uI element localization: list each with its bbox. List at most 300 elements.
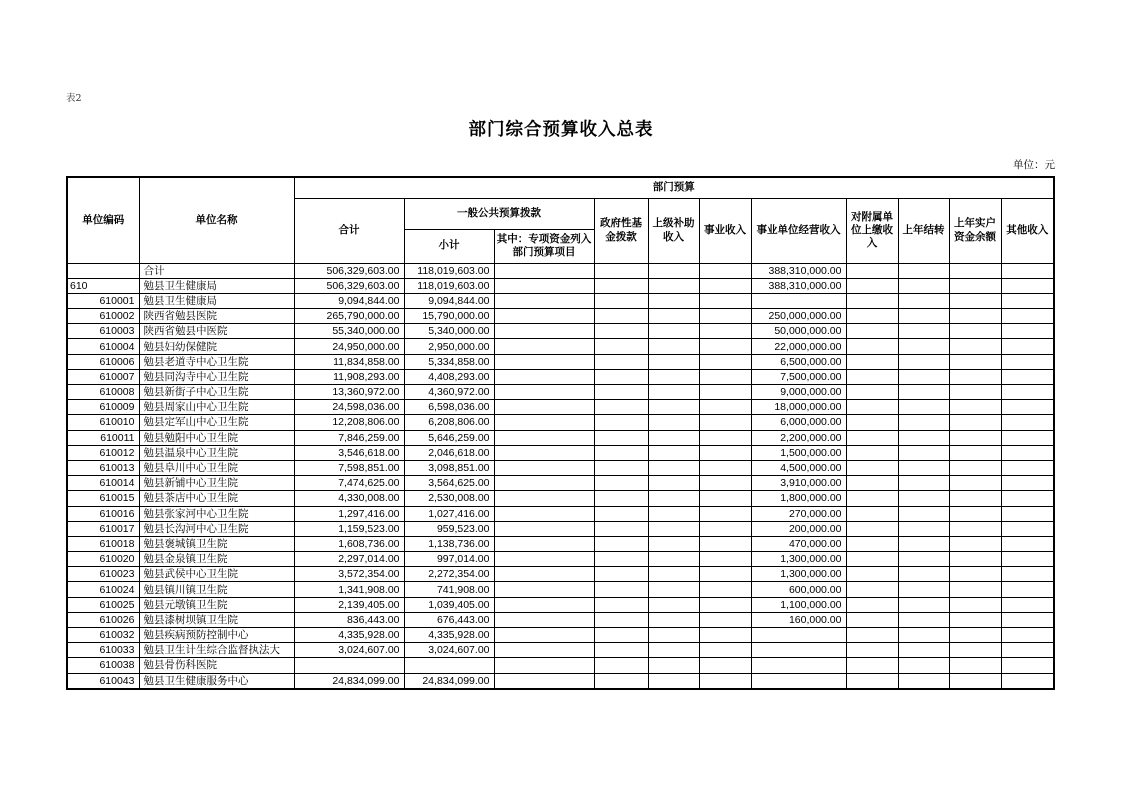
amount-cell (898, 597, 949, 612)
amount-cell (1001, 506, 1054, 521)
amount-cell (699, 552, 751, 567)
amount-cell (648, 506, 699, 521)
amount-cell (699, 278, 751, 293)
col-header-special-funds: 其中：专项资金列入部门预算项目 (494, 229, 594, 263)
amount-cell (648, 400, 699, 415)
amount-cell (648, 293, 699, 308)
amount-cell: 24,834,099.00 (404, 673, 494, 689)
unit-code-cell: 610018 (67, 536, 139, 551)
table-row (67, 400, 1054, 415)
amount-cell (594, 278, 648, 293)
amount-cell (1001, 582, 1054, 597)
amount-cell (949, 658, 1001, 673)
amount-cell (648, 521, 699, 536)
unit-name-cell: 勉县新铺中心卫生院 (139, 476, 294, 491)
amount-cell (846, 582, 898, 597)
table-body (67, 263, 1054, 689)
amount-cell: 118,019,603.00 (404, 263, 494, 278)
amount-cell: 11,908,293.00 (294, 369, 404, 384)
unit-code-cell: 610026 (67, 612, 139, 627)
amount-cell (699, 400, 751, 415)
amount-cell (1001, 354, 1054, 369)
amount-cell (846, 521, 898, 536)
unit-code-cell: 610011 (67, 430, 139, 445)
amount-cell: 24,834,099.00 (294, 673, 404, 689)
amount-cell (594, 506, 648, 521)
amount-cell (846, 658, 898, 673)
amount-cell (898, 293, 949, 308)
col-header-unit-code: 单位编码 (67, 177, 139, 263)
amount-cell (699, 263, 751, 278)
currency-unit-note: 单位：元 (1013, 159, 1055, 171)
amount-cell (898, 673, 949, 689)
amount-cell (648, 491, 699, 506)
amount-cell: 4,330,008.00 (294, 491, 404, 506)
amount-cell (648, 597, 699, 612)
amount-cell (1001, 628, 1054, 643)
amount-cell (1001, 278, 1054, 293)
amount-cell (1001, 309, 1054, 324)
amount-cell (1001, 597, 1054, 612)
amount-cell: 5,340,000.00 (404, 324, 494, 339)
amount-cell (494, 293, 594, 308)
amount-cell (594, 567, 648, 582)
unit-name-cell: 勉县卫生健康局 (139, 293, 294, 308)
amount-cell: 1,100,000.00 (751, 597, 846, 612)
amount-cell: 24,950,000.00 (294, 339, 404, 354)
amount-cell (648, 309, 699, 324)
amount-cell (949, 567, 1001, 582)
amount-cell (699, 658, 751, 673)
table-row (67, 445, 1054, 460)
unit-code-cell: 610020 (67, 552, 139, 567)
table-row (67, 612, 1054, 627)
amount-cell (699, 293, 751, 308)
amount-cell (1001, 643, 1054, 658)
amount-cell (404, 658, 494, 673)
amount-cell (699, 445, 751, 460)
amount-cell (1001, 430, 1054, 445)
amount-cell: 118,019,603.00 (404, 278, 494, 293)
amount-cell (1001, 552, 1054, 567)
amount-cell (494, 658, 594, 673)
amount-cell (594, 552, 648, 567)
amount-cell (699, 506, 751, 521)
amount-cell: 1,159,523.00 (294, 521, 404, 536)
amount-cell (898, 278, 949, 293)
amount-cell (648, 552, 699, 567)
col-header-dept-budget: 部门预算 (294, 177, 1054, 198)
amount-cell: 7,846,259.00 (294, 430, 404, 445)
table-row (67, 309, 1054, 324)
unit-name-cell: 勉县镇川镇卫生院 (139, 582, 294, 597)
amount-cell (494, 476, 594, 491)
amount-cell: 4,335,928.00 (404, 628, 494, 643)
amount-cell (494, 643, 594, 658)
amount-cell (898, 369, 949, 384)
amount-cell: 600,000.00 (751, 582, 846, 597)
amount-cell (494, 263, 594, 278)
amount-cell: 676,443.00 (404, 612, 494, 627)
amount-cell (898, 460, 949, 475)
col-header-total: 合计 (294, 198, 404, 263)
amount-cell (949, 476, 1001, 491)
amount-cell: 4,408,293.00 (404, 369, 494, 384)
table-header (67, 177, 1054, 263)
amount-cell (594, 445, 648, 460)
amount-cell: 9,000,000.00 (751, 385, 846, 400)
amount-cell (846, 415, 898, 430)
amount-cell (494, 673, 594, 689)
unit-name-cell: 勉县疾病预防控制中心 (139, 628, 294, 643)
amount-cell (1001, 567, 1054, 582)
unit-name-cell: 勉县武侯中心卫生院 (139, 567, 294, 582)
unit-code-cell: 610033 (67, 643, 139, 658)
amount-cell (648, 612, 699, 627)
amount-cell (494, 309, 594, 324)
amount-cell (494, 445, 594, 460)
amount-cell: 4,335,928.00 (294, 628, 404, 643)
amount-cell (846, 476, 898, 491)
amount-cell (846, 263, 898, 278)
amount-cell: 388,310,000.00 (751, 278, 846, 293)
amount-cell (898, 309, 949, 324)
amount-cell: 11,834,858.00 (294, 354, 404, 369)
amount-cell (699, 385, 751, 400)
unit-code-cell: 610043 (67, 673, 139, 689)
unit-code-cell: 610016 (67, 506, 139, 521)
unit-code-cell: 610014 (67, 476, 139, 491)
amount-cell: 265,790,000.00 (294, 309, 404, 324)
amount-cell (846, 628, 898, 643)
col-header-business-income: 事业收入 (699, 198, 751, 263)
amount-cell (846, 643, 898, 658)
amount-cell (494, 612, 594, 627)
amount-cell (1001, 445, 1054, 460)
amount-cell: 2,139,405.00 (294, 597, 404, 612)
amount-cell: 2,950,000.00 (404, 339, 494, 354)
amount-cell (494, 278, 594, 293)
unit-name-cell: 勉县卫生健康服务中心 (139, 673, 294, 689)
unit-name-cell: 勉县妇幼保健院 (139, 339, 294, 354)
unit-code-cell (67, 263, 139, 278)
unit-code-cell: 610006 (67, 354, 139, 369)
col-header-affiliated-remit: 对附属单位上缴收入 (846, 198, 898, 263)
amount-cell (846, 369, 898, 384)
amount-cell (898, 400, 949, 415)
amount-cell (699, 354, 751, 369)
amount-cell: 5,334,858.00 (404, 354, 494, 369)
amount-cell (648, 369, 699, 384)
amount-cell (648, 354, 699, 369)
amount-cell: 1,800,000.00 (751, 491, 846, 506)
amount-cell (1001, 415, 1054, 430)
amount-cell (898, 658, 949, 673)
amount-cell (594, 309, 648, 324)
amount-cell (898, 491, 949, 506)
amount-cell (949, 536, 1001, 551)
amount-cell (594, 415, 648, 430)
unit-name-cell: 勉县褒城镇卫生院 (139, 536, 294, 551)
page-title: 部门综合预算收入总表 (468, 119, 654, 139)
amount-cell: 6,598,036.00 (404, 400, 494, 415)
amount-cell (648, 476, 699, 491)
amount-cell (898, 612, 949, 627)
amount-cell: 6,208,806.00 (404, 415, 494, 430)
unit-code-cell: 610038 (67, 658, 139, 673)
unit-code-cell: 610025 (67, 597, 139, 612)
amount-cell (898, 506, 949, 521)
amount-cell (699, 491, 751, 506)
col-header-prev-actual-balance: 上年实户资金余额 (949, 198, 1001, 263)
amount-cell: 200,000.00 (751, 521, 846, 536)
unit-code-cell: 610017 (67, 521, 139, 536)
unit-code-cell: 610009 (67, 400, 139, 415)
unit-code-cell: 610008 (67, 385, 139, 400)
table-number-tag: 表2 (66, 93, 82, 104)
unit-code-cell: 610001 (67, 293, 139, 308)
amount-cell (494, 415, 594, 430)
amount-cell (594, 673, 648, 689)
amount-cell (699, 597, 751, 612)
unit-name-cell: 勉县温泉中心卫生院 (139, 445, 294, 460)
amount-cell (949, 385, 1001, 400)
amount-cell (898, 354, 949, 369)
amount-cell (898, 385, 949, 400)
unit-code-cell: 610032 (67, 628, 139, 643)
amount-cell (648, 536, 699, 551)
amount-cell (846, 491, 898, 506)
amount-cell (949, 430, 1001, 445)
amount-cell: 506,329,603.00 (294, 278, 404, 293)
amount-cell: 4,500,000.00 (751, 460, 846, 475)
amount-cell (846, 506, 898, 521)
amount-cell (751, 673, 846, 689)
unit-code-cell: 610012 (67, 445, 139, 460)
amount-cell (699, 415, 751, 430)
budget-income-table (66, 176, 1055, 690)
amount-cell (898, 643, 949, 658)
amount-cell: 22,000,000.00 (751, 339, 846, 354)
amount-cell (494, 506, 594, 521)
table-row (67, 597, 1054, 612)
unit-name-cell: 勉县卫生健康局 (139, 278, 294, 293)
amount-cell (494, 521, 594, 536)
amount-cell (846, 354, 898, 369)
amount-cell (846, 385, 898, 400)
unit-name-cell: 勉县新街子中心卫生院 (139, 385, 294, 400)
amount-cell (699, 673, 751, 689)
amount-cell: 9,094,844.00 (294, 293, 404, 308)
amount-cell (949, 506, 1001, 521)
amount-cell (648, 567, 699, 582)
amount-cell: 2,200,000.00 (751, 430, 846, 445)
unit-code-cell: 610007 (67, 369, 139, 384)
unit-name-cell: 勉县元墩镇卫生院 (139, 597, 294, 612)
amount-cell (1001, 324, 1054, 339)
amount-cell (648, 278, 699, 293)
amount-cell (594, 491, 648, 506)
amount-cell: 9,094,844.00 (404, 293, 494, 308)
unit-code-cell: 610013 (67, 460, 139, 475)
amount-cell (1001, 476, 1054, 491)
amount-cell (1001, 263, 1054, 278)
amount-cell (949, 673, 1001, 689)
unit-name-cell: 勉县同沟寺中心卫生院 (139, 369, 294, 384)
amount-cell (699, 612, 751, 627)
amount-cell (949, 628, 1001, 643)
table-row (67, 339, 1054, 354)
amount-cell (898, 324, 949, 339)
amount-cell (751, 658, 846, 673)
unit-name-cell: 合计 (139, 263, 294, 278)
amount-cell (846, 460, 898, 475)
unit-name-cell: 勉县长沟河中心卫生院 (139, 521, 294, 536)
table-row (67, 536, 1054, 551)
unit-name-cell: 勉县定军山中心卫生院 (139, 415, 294, 430)
col-header-subtotal: 小计 (404, 229, 494, 263)
amount-cell (949, 460, 1001, 475)
unit-name-cell: 勉县漆树坝镇卫生院 (139, 612, 294, 627)
table-row (67, 582, 1054, 597)
amount-cell (898, 430, 949, 445)
amount-cell (594, 628, 648, 643)
unit-code-cell: 610003 (67, 324, 139, 339)
table-row (67, 476, 1054, 491)
col-header-other-income: 其他收入 (1001, 198, 1054, 263)
amount-cell (1001, 369, 1054, 384)
amount-cell (949, 339, 1001, 354)
amount-cell (846, 400, 898, 415)
amount-cell: 2,297,014.00 (294, 552, 404, 567)
amount-cell: 1,138,736.00 (404, 536, 494, 551)
unit-code-cell: 610 (67, 278, 139, 293)
amount-cell (699, 476, 751, 491)
amount-cell (949, 445, 1001, 460)
table-row (67, 324, 1054, 339)
amount-cell (949, 369, 1001, 384)
table-row (67, 658, 1054, 673)
amount-cell (846, 278, 898, 293)
amount-cell: 3,098,851.00 (404, 460, 494, 475)
col-header-general-public-budget: 一般公共预算拨款 (404, 198, 594, 229)
amount-cell (648, 339, 699, 354)
col-header-higher-subsidy: 上级补助收入 (648, 198, 699, 263)
col-header-carryover: 上年结转 (898, 198, 949, 263)
unit-name-cell: 陕西省勉县医院 (139, 309, 294, 324)
amount-cell: 1,300,000.00 (751, 552, 846, 567)
amount-cell (1001, 293, 1054, 308)
amount-cell (494, 628, 594, 643)
table-row (67, 263, 1054, 278)
amount-cell (648, 263, 699, 278)
unit-name-cell: 勉县勉阳中心卫生院 (139, 430, 294, 445)
table-row (67, 628, 1054, 643)
amount-cell (949, 324, 1001, 339)
amount-cell (949, 400, 1001, 415)
amount-cell (949, 612, 1001, 627)
amount-cell (648, 430, 699, 445)
amount-cell (699, 628, 751, 643)
amount-cell (648, 643, 699, 658)
amount-cell (898, 567, 949, 582)
amount-cell: 1,297,416.00 (294, 506, 404, 521)
amount-cell (898, 536, 949, 551)
amount-cell (594, 597, 648, 612)
amount-cell (594, 658, 648, 673)
amount-cell (699, 309, 751, 324)
amount-cell: 3,546,618.00 (294, 445, 404, 460)
amount-cell: 1,341,908.00 (294, 582, 404, 597)
table-row (67, 567, 1054, 582)
table-row (67, 293, 1054, 308)
amount-cell (494, 369, 594, 384)
amount-cell: 3,572,354.00 (294, 567, 404, 582)
amount-cell: 4,360,972.00 (404, 385, 494, 400)
col-header-gov-fund: 政府性基金拨款 (594, 198, 648, 263)
amount-cell (494, 385, 594, 400)
amount-cell (494, 339, 594, 354)
amount-cell (949, 415, 1001, 430)
table-row (67, 385, 1054, 400)
amount-cell (594, 582, 648, 597)
amount-cell (699, 567, 751, 582)
amount-cell: 7,598,851.00 (294, 460, 404, 475)
amount-cell: 13,360,972.00 (294, 385, 404, 400)
amount-cell: 1,027,416.00 (404, 506, 494, 521)
amount-cell (1001, 658, 1054, 673)
amount-cell (594, 476, 648, 491)
amount-cell (699, 430, 751, 445)
amount-cell (1001, 339, 1054, 354)
amount-cell (594, 385, 648, 400)
amount-cell (898, 445, 949, 460)
amount-cell (1001, 491, 1054, 506)
amount-cell: 50,000,000.00 (751, 324, 846, 339)
unit-name-cell: 勉县周家山中心卫生院 (139, 400, 294, 415)
unit-name-cell: 勉县张家河中心卫生院 (139, 506, 294, 521)
amount-cell (1001, 536, 1054, 551)
amount-cell: 24,598,036.00 (294, 400, 404, 415)
amount-cell: 12,208,806.00 (294, 415, 404, 430)
amount-cell: 2,530,008.00 (404, 491, 494, 506)
unit-name-cell: 勉县老道寺中心卫生院 (139, 354, 294, 369)
amount-cell (949, 278, 1001, 293)
amount-cell: 836,443.00 (294, 612, 404, 627)
amount-cell (949, 309, 1001, 324)
amount-cell (898, 476, 949, 491)
unit-name-cell: 勉县骨伤科医院 (139, 658, 294, 673)
amount-cell (949, 582, 1001, 597)
amount-cell (699, 460, 751, 475)
amount-cell: 18,000,000.00 (751, 400, 846, 415)
amount-cell: 160,000.00 (751, 612, 846, 627)
amount-cell: 1,300,000.00 (751, 567, 846, 582)
amount-cell (594, 354, 648, 369)
amount-cell (594, 430, 648, 445)
amount-cell (594, 521, 648, 536)
amount-cell (494, 582, 594, 597)
unit-code-cell: 610004 (67, 339, 139, 354)
unit-code-cell: 610024 (67, 582, 139, 597)
table-row (67, 278, 1054, 293)
table-row (67, 521, 1054, 536)
table-row (67, 460, 1054, 475)
amount-cell (699, 324, 751, 339)
unit-code-cell: 610010 (67, 415, 139, 430)
amount-cell (751, 293, 846, 308)
table-row (67, 369, 1054, 384)
